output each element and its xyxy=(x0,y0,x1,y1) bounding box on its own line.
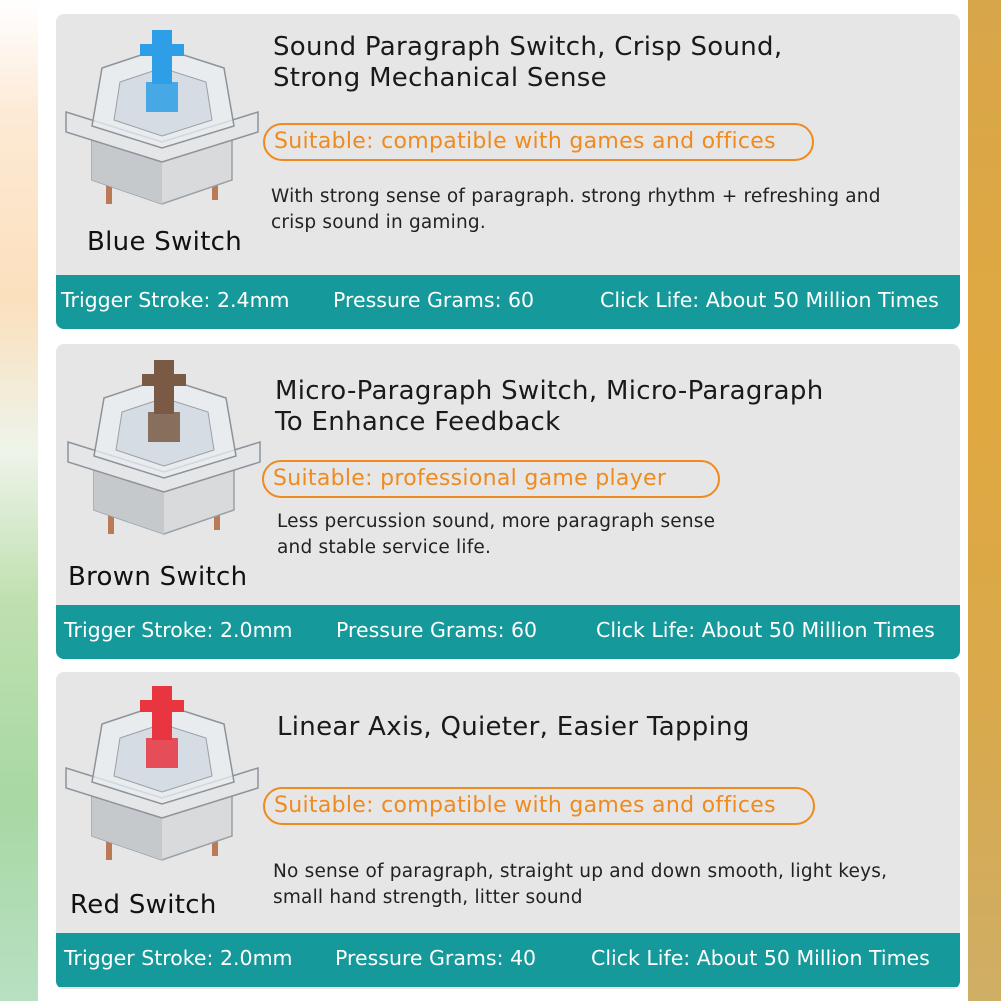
switch-title: Sound Paragraph Switch, Crisp Sound, Strong Mechanical Sense xyxy=(273,32,783,93)
switch-title: Linear Axis, Quieter, Easier Tapping xyxy=(277,712,750,742)
pressure-grams: Pressure Grams: 40 xyxy=(335,946,537,970)
switch-title: Micro-Paragraph Switch, Micro-Paragraph To Enhance Feedback xyxy=(275,376,824,437)
switch-description: Less percussion sound, more paragraph sense and stable service life. xyxy=(277,511,716,558)
spec-bar xyxy=(56,275,960,329)
click-life: Click Life: About 50 Million Times xyxy=(591,946,930,970)
spec-bar xyxy=(56,605,960,659)
suitable-badge: Suitable: compatible with games and offices xyxy=(263,787,815,825)
switch-name: Blue Switch xyxy=(87,227,243,257)
pressure-grams: Pressure Grams: 60 xyxy=(333,288,535,312)
switch-name: Red Switch xyxy=(70,890,217,920)
spec-bar xyxy=(56,933,960,987)
pressure-grams: Pressure Grams: 60 xyxy=(336,618,538,642)
trigger-stroke: Trigger Stroke: 2.0mm xyxy=(64,618,293,642)
blue-switch-icon xyxy=(62,20,262,225)
click-life: Click Life: About 50 Million Times xyxy=(596,618,935,642)
suitable-badge: Suitable: professional game player xyxy=(262,460,720,498)
trigger-stroke: Trigger Stroke: 2.0mm xyxy=(64,946,293,970)
switch-description: With strong sense of paragraph. strong rhythm + refreshing and crisp sound in gaming. xyxy=(271,186,881,233)
switch-card-red xyxy=(56,672,960,989)
switch-card-blue xyxy=(56,14,960,329)
red-switch-icon xyxy=(62,676,262,881)
click-life: Click Life: About 50 Million Times xyxy=(600,288,939,312)
switch-card-brown xyxy=(56,344,960,659)
suitable-badge: Suitable: compatible with games and offices xyxy=(263,123,814,161)
switch-name: Brown Switch xyxy=(68,562,248,592)
switch-description: No sense of paragraph, straight up and down smooth, light keys, small hand strength, litter sound xyxy=(273,861,888,908)
brown-switch-icon xyxy=(64,350,264,555)
trigger-stroke: Trigger Stroke: 2.4mm xyxy=(61,288,290,312)
